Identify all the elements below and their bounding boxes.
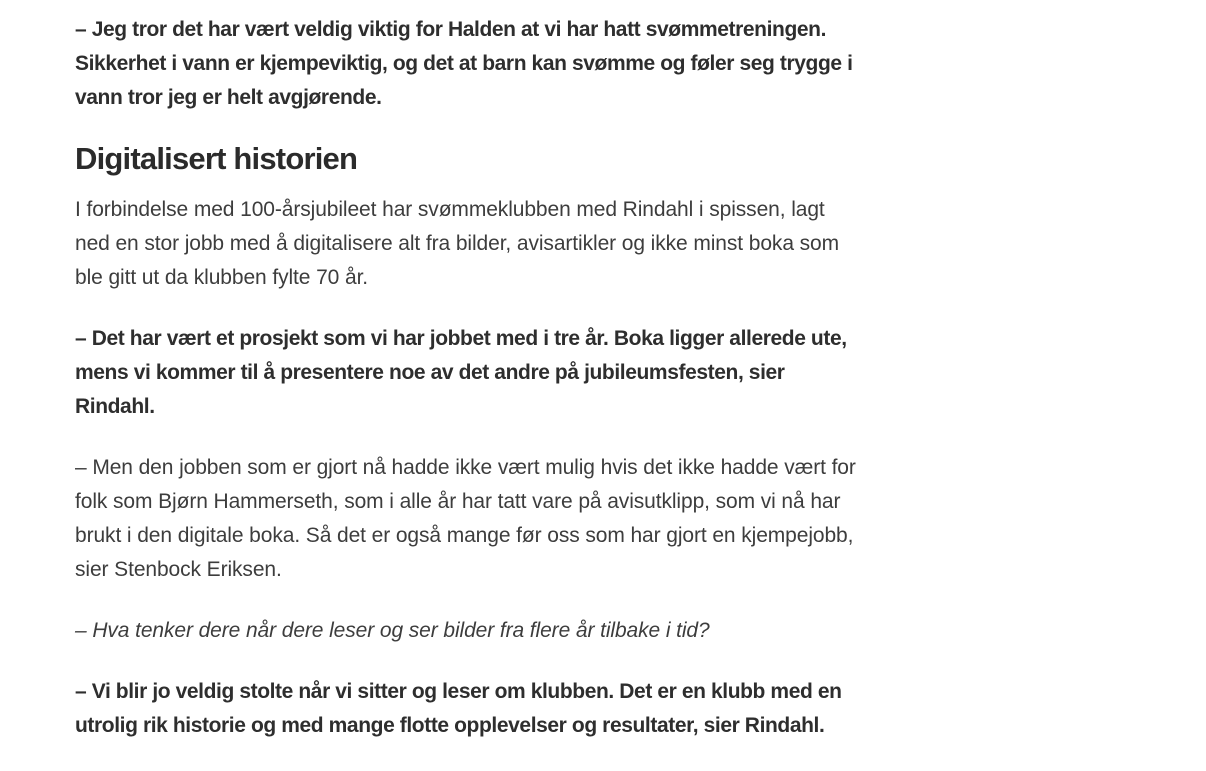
quote-paragraph: – Vi blir jo veldig stolte når vi sitter og leser om klubben. Det er en klubb med en utrolig rik historie og med mange flotte opplevelser og resultater, sier Rindahl. (75, 680, 842, 737)
section-heading: Digitalisert historien (75, 141, 358, 176)
body-paragraph: I forbindelse med 100-årsjubileet har svømmeklubben med Rindahl i spissen, lagt ned en stor jobb med å digitalisere alt fra bilder, avisartikler og ikke minst boka som ble gitt ut da klubben fylte 70 år. (75, 198, 840, 289)
interview-question-paragraph: – Hva tenker dere når dere leser og ser bilder fra flere år tilbake i tid? (75, 619, 710, 642)
quote-paragraph: – Det har vært et prosjekt som vi har jobbet med i tre år. Boka ligger allerede ute, mens vi kommer til å presentere noe av det andre på jubileumsfesten, sier Rindahl. (75, 327, 847, 418)
quote-paragraph: – Jeg tror det har vært veldig viktig for Halden at vi har hatt svømmetreningen. Sikkerhet i vann er kjempeviktig, og det at barn kan svømme og føler seg trygge i vann tror jeg er helt avgjørende. (75, 18, 853, 109)
body-paragraph: – Men den jobben som er gjort nå hadde ikke vært mulig hvis det ikke hadde vært for folk som Bjørn Hammerseth, som i alle år har tatt vare på avisutklipp, som vi nå har brukt i den digitale boka. Så det er også mange før oss som har gjort en kjempejobb, sier Stenbock Eriksen. (75, 456, 856, 581)
